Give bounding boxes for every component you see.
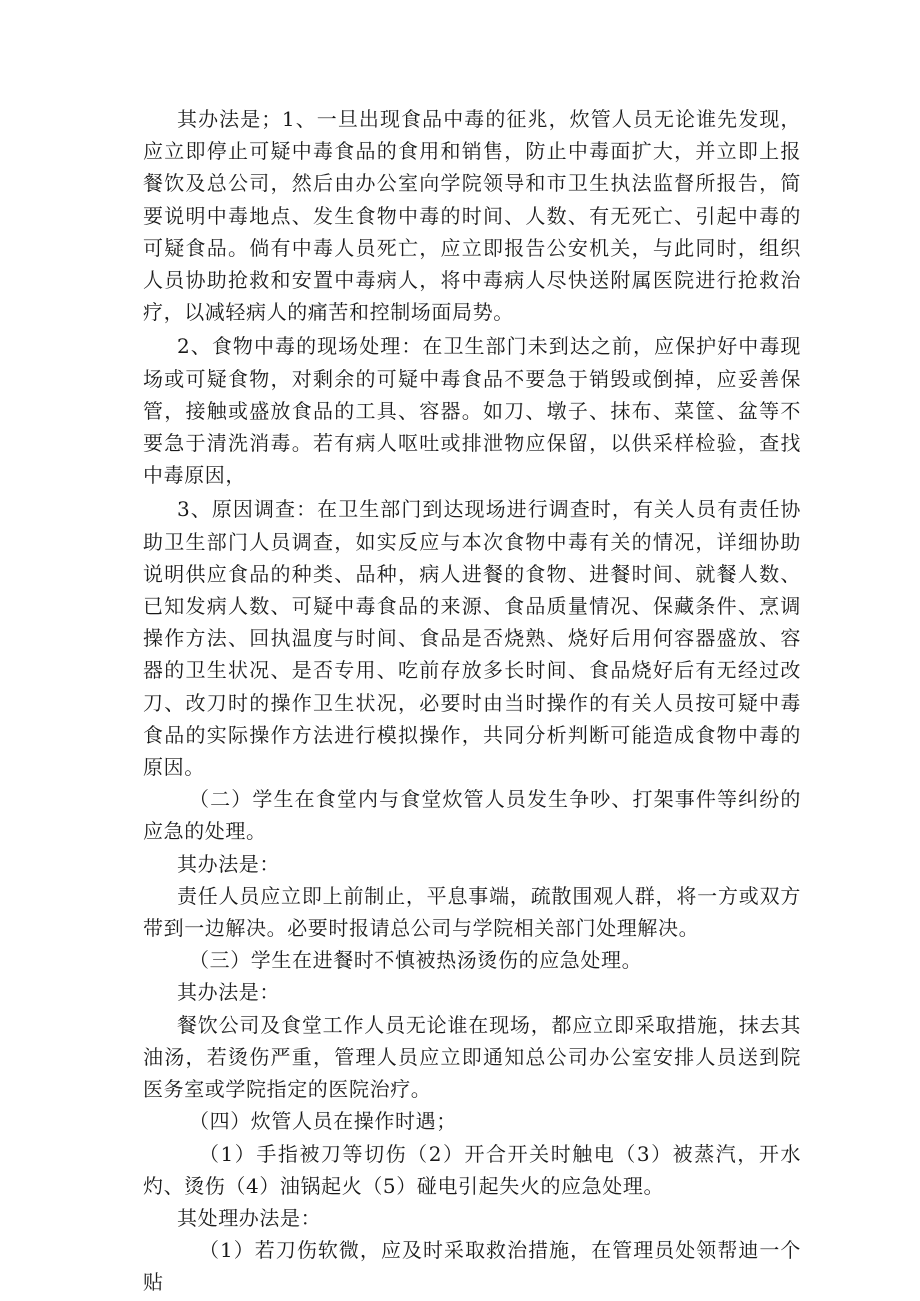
heading-section-2: （二）学生在食堂内与食堂炊管人员发生争吵、打架事件等纠纷的应急的处理。 bbox=[143, 787, 801, 844]
heading-section-4: （四）炊管人员在操作时遇； bbox=[189, 1109, 457, 1134]
paragraph-onsite-handling: 2、食物中毒的现场处理：在卫生部门未到达之前，应保护好中毒现场或可疑食物，对剩余的可疑中毒食品不要急于销毁或倒掉，应妥善保管，接触或盛放食品的工具、容器。如刀、墩子、抹布、菜筐、盆等不要急于清洗消毒。若有病人呕吐或排泄物应保留，以供采样检验，查找中毒原因， bbox=[143, 334, 801, 488]
paragraph-injury-list: （1）手指被刀等切伤（2）开合开关时触电（3）被蒸汽，开水灼、烫伤（4）油锅起火（5）碰电引起失火的应急处理。 bbox=[143, 1141, 801, 1198]
paragraph-cause-investigation: 3、原因调查：在卫生部门到达现场进行调查时，有关人员有责任协助卫生部门人员调查，如实反应与本次食物中毒有关的情况，详细协助说明供应食品的种类、品种，病人进餐的食物、进餐时间、就餐人数、已知发病人数、可疑中毒食品的来源、食品质量情况、保藏条件、烹调操作方法、回执温度与时间、食品是否烧熟、烧好后用何容器盛放、容器的卫生状况、是否专用、吃前存放多长时间、食品烧好后有无经过改刀、改刀时的操作卫生状况，必要时由当时操作的有关人员按可疑中毒食品的实际操作方法进行模拟操作，共同分析判断可能造成食物中毒的原因。 bbox=[143, 497, 801, 780]
paragraph-method-label-4: 其处理办法是： bbox=[177, 1205, 322, 1230]
paragraph-method-label-2: 其办法是： bbox=[177, 851, 280, 876]
paragraph-emergency-method: 其办法是；1、一旦出现食品中毒的征兆，炊管人员无论谁先发现，应立即停止可疑中毒食品的食用和销售，防止中毒面扩大，并立即上报餐饮及总公司，然后由办公室向学院领导和市卫生执法监督所报告，简要说明中毒地点、发生食物中毒的时间、人数、有无死亡、引起中毒的可疑食品。倘有中毒人员死亡，应立即报告公安机关，与此同时，组织人员协助抢救和安置中毒病人，将中毒病人尽快送附属医院进行抢救治疗，以减轻病人的痛苦和控制场面局势。 bbox=[143, 107, 801, 325]
heading-section-3: （三）学生在进餐时不慎被热汤烫伤的应急处理。 bbox=[189, 948, 643, 973]
paragraph-cut-treatment: （1）若刀伤软微，应及时采取救治措施，在管理员处领帮迪一个贴 bbox=[143, 1238, 801, 1295]
paragraph-dispute-handling: 责任人员应立即上前制止，平息事端，疏散围观人群，将一方或双方带到一边解决。必要时报请总公司与学院相关部门处理解决。 bbox=[143, 883, 801, 941]
document-body bbox=[143, 103, 801, 1299]
paragraph-method-label-3: 其办法是： bbox=[177, 980, 280, 1005]
paragraph-scald-handling: 餐饮公司及食堂工作人员无论谁在现场，都应立即采取措施，抹去其油汤，若烫伤严重，管理人员应立即通知总公司办公室安排人员送到院医务室或学院指定的医院治疗。 bbox=[143, 1012, 801, 1102]
